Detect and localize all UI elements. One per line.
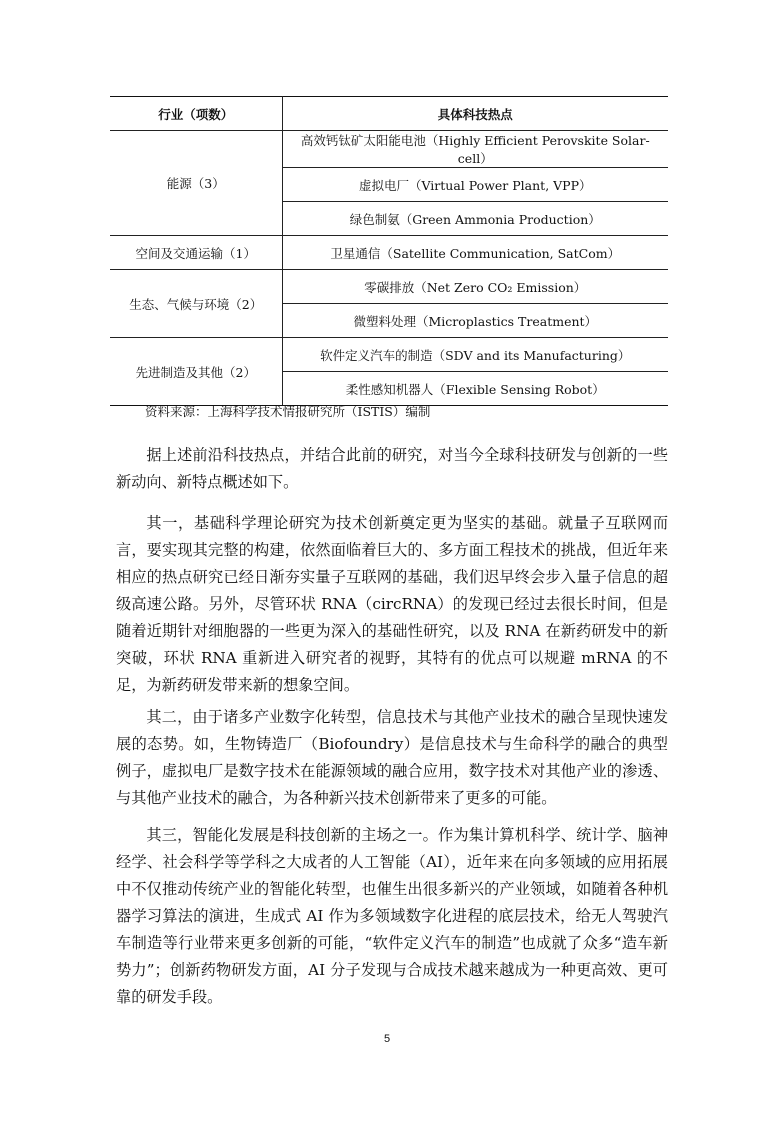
table-row xyxy=(110,338,668,372)
hotspot-cell: 高效钙钛矿太阳能电池（Highly Efficient Perovskite Solar-cell） xyxy=(282,131,668,168)
hotspot-cell: 卫星通信（Satellite Communication, SatCom） xyxy=(282,236,668,270)
industry-cell: 空间及交通运输（1） xyxy=(110,236,282,270)
hotspot-cell: 微塑料处理（Microplastics Treatment） xyxy=(282,304,668,338)
industry-cell: 先进制造及其他（2） xyxy=(110,338,282,406)
header-hotspot: 具体科技热点 xyxy=(282,97,668,131)
hotspot-cell: 虚拟电厂（Virtual Power Plant, VPP） xyxy=(282,168,668,202)
table-row xyxy=(110,270,668,304)
table-header-row xyxy=(110,97,668,131)
table-row xyxy=(110,131,668,168)
body-paragraph: 其一，基础科学理论研究为技术创新奠定更为坚实的基础。就量子互联网而言，要实现其完整的构建，依然面临着巨大的、多方面工程技术的挑战，但近年来相应的热点研究已经日渐夯实量子互联网的基础，我们迟早终会步入量子信息的超级高速公路。另外，尽管环状 RNA（circRNA）的发现已经过去很长时间，但是随着近期针对细胞器的一些更为深入的基础性研究，以及 RNA 在新药研发中的新突破，环状 RNA 重新进入研究者的视野，其特有的优点可以规避 mRNA 的不足，为新药研发带来新的想象空间。 xyxy=(116,514,668,694)
hotspot-cell: 零碳排放（Net Zero CO₂ Emission） xyxy=(282,270,668,304)
body-paragraph: 其三，智能化发展是科技创新的主场之一。作为集计算机科学、统计学、脑神经学、社会科学等学科之大成者的人工智能（AI），近年来在向多领域的应用拓展中不仅推动传统产业的智能化转型，也催生出很多新兴的产业领域，如随着各种机器学习算法的演进，生成式 AI 作为多领域数字化进程的底层技术，给无人驾驶汽车制造等行业带来更多创新的可能，“软件定义汽车的制造”也成就了众多“造车新势力”；创新药物研发方面，AI 分子发现与合成技术越来越成为一种更高效、更可靠的研发手段。 xyxy=(116,826,668,1006)
table-source-note: 资料来源：上海科学技术情报研究所（ISTIS）编制 xyxy=(145,404,431,419)
page-number: 5 xyxy=(383,1033,391,1045)
body-paragraph: 其二，由于诸多产业数字化转型，信息技术与其他产业技术的融合呈现快速发展的态势。如，生物铸造厂（Biofoundry）是信息技术与生命科学的融合的典型例子，虚拟电厂是数字技术在能源领域的融合应用，数字技术对其他产业的渗透、与其他产业技术的融合，为各种新兴技术创新带来了更多的可能。 xyxy=(116,708,668,807)
tech-hotspot-table xyxy=(110,96,668,406)
industry-cell: 能源（3） xyxy=(110,131,282,236)
header-industry: 行业（项数） xyxy=(110,97,282,131)
table-row xyxy=(110,236,668,270)
hotspot-cell: 绿色制氨（Green Ammonia Production） xyxy=(282,202,668,236)
industry-cell: 生态、气候与环境（2） xyxy=(110,270,282,338)
hotspot-cell: 柔性感知机器人（Flexible Sensing Robot） xyxy=(282,372,668,406)
body-paragraph: 据上述前沿科技热点，并结合此前的研究，对当今全球科技研发与创新的一些新动向、新特点概述如下。 xyxy=(116,446,668,491)
hotspot-cell: 软件定义汽车的制造（SDV and its Manufacturing） xyxy=(282,338,668,372)
